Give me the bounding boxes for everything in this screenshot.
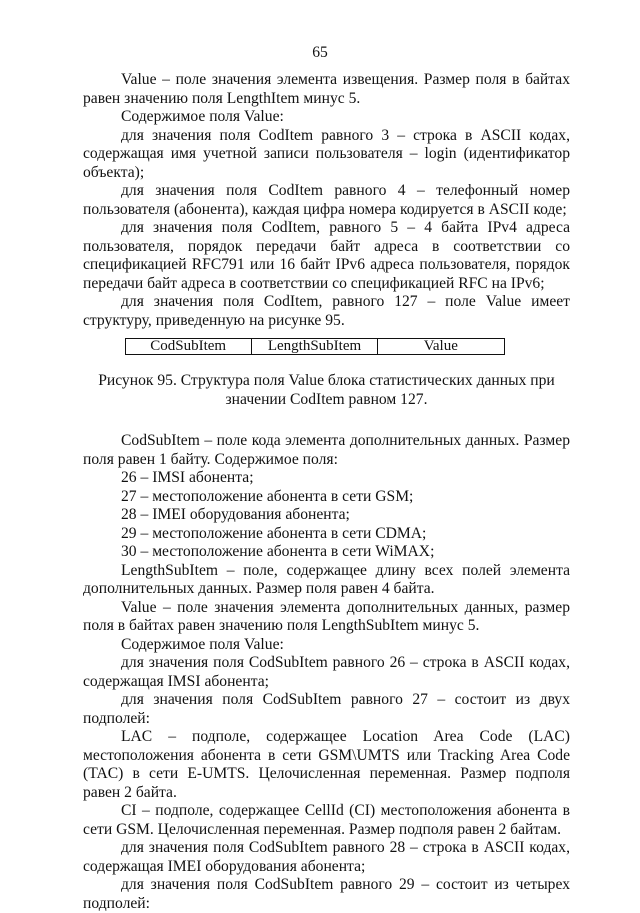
struct-field-codsubitem: CodSubItem	[126, 339, 252, 354]
paragraph: LAC – подполе, содержащее Location Area Code (LAC) местоположения абонента в сети GSM\UMTS или Tracking Area Code (TAC) в сети E-UMTS. Целочисленная переменная. Размер подполя равен 2 байта.	[83, 728, 570, 801]
struct-field-lengthsubitem: LengthSubItem	[252, 339, 378, 354]
figure-caption: Рисунок 95. Структура поля Value блока статистических данных при значении CodItem равном 127.	[98, 372, 555, 408]
paragraph: для значения поля CodSubItem равного 27 – состоит из двух подполей:	[83, 691, 570, 727]
paragraph: LengthSubItem – поле, содержащее длину всех полей элемента дополнительных данных. Размер поля равен 4 байта.	[83, 561, 570, 597]
paragraph: для значения поля CodItem, равного 127 – поле Value имеет структуру, приведенную на рисунке 95.	[83, 293, 570, 329]
list-item: 26 – IMSI абонента;	[121, 469, 254, 486]
paragraph: Содержимое поля Value:	[121, 635, 284, 653]
page-number: 65	[312, 44, 328, 61]
struct-field-value: Value	[423, 338, 458, 354]
paragraph: для значения поля CodSubItem равного 29 – состоит из четырех подполей:	[83, 876, 570, 912]
paragraph: Value – поле значения элемента извещения. Размер поля в байтах равен значению поля LengthItem минус 5.	[83, 71, 570, 107]
paragraph: для значения поля CodItem равного 3 – строка в ASCII кодах, содержащая имя учетной записи пользователя – login (идентификатор объекта);	[83, 126, 570, 181]
text-block	[83, 71, 570, 913]
section-body	[83, 432, 570, 913]
paragraph: Value – поле значения элемента дополнительных данных, размер поля в байтах равен значению поля LengthSubItem минус 5.	[83, 598, 570, 634]
list-item: 30 – местоположение абонента в сети WiMAX;	[121, 543, 435, 560]
paragraph: для значения поля CodSubItem равного 26 – строка в ASCII кодах, содержащая IMSI абонента;	[83, 654, 570, 690]
paragraph: CI – подполе, содержащее CellId (CI) местоположения абонента в сети GSM. Целочисленная переменная. Размер подполя равен 2 байтам.	[83, 802, 570, 838]
paragraph: Содержимое поля Value:	[121, 108, 284, 125]
list-item: 29 – местоположение абонента в сети CDMA;	[121, 524, 427, 542]
paragraph: для значения поля CodItem, равного 5 – 4 байта IPv4 адреса пользователя, порядок передачи байт адреса в соответствии со спецификацией RFC791 или 16 байт IPv6 адреса пользователя, порядок передачи байт адреса в соответствии со спецификацией RFC на IPv6;	[83, 219, 570, 292]
field-structure-diagram	[125, 338, 505, 355]
paragraph: CodSubItem – поле кода элемента дополнительных данных. Размер поля равен 1 байту. Содержимое поля:	[83, 432, 570, 468]
paragraph: для значения поля CodItem равного 4 – телефонный номер пользователя (абонента), каждая цифра номера кодируется в ASCII коде;	[83, 182, 570, 218]
list-item: 28 – IMEI оборудования абонента;	[121, 506, 350, 523]
list-item: 27 – местоположение абонента в сети GSM;	[121, 487, 414, 505]
paragraph: для значения поля CodSubItem равного 28 – строка в ASCII кодах, содержащая IMEI оборудования абонента;	[83, 839, 570, 875]
